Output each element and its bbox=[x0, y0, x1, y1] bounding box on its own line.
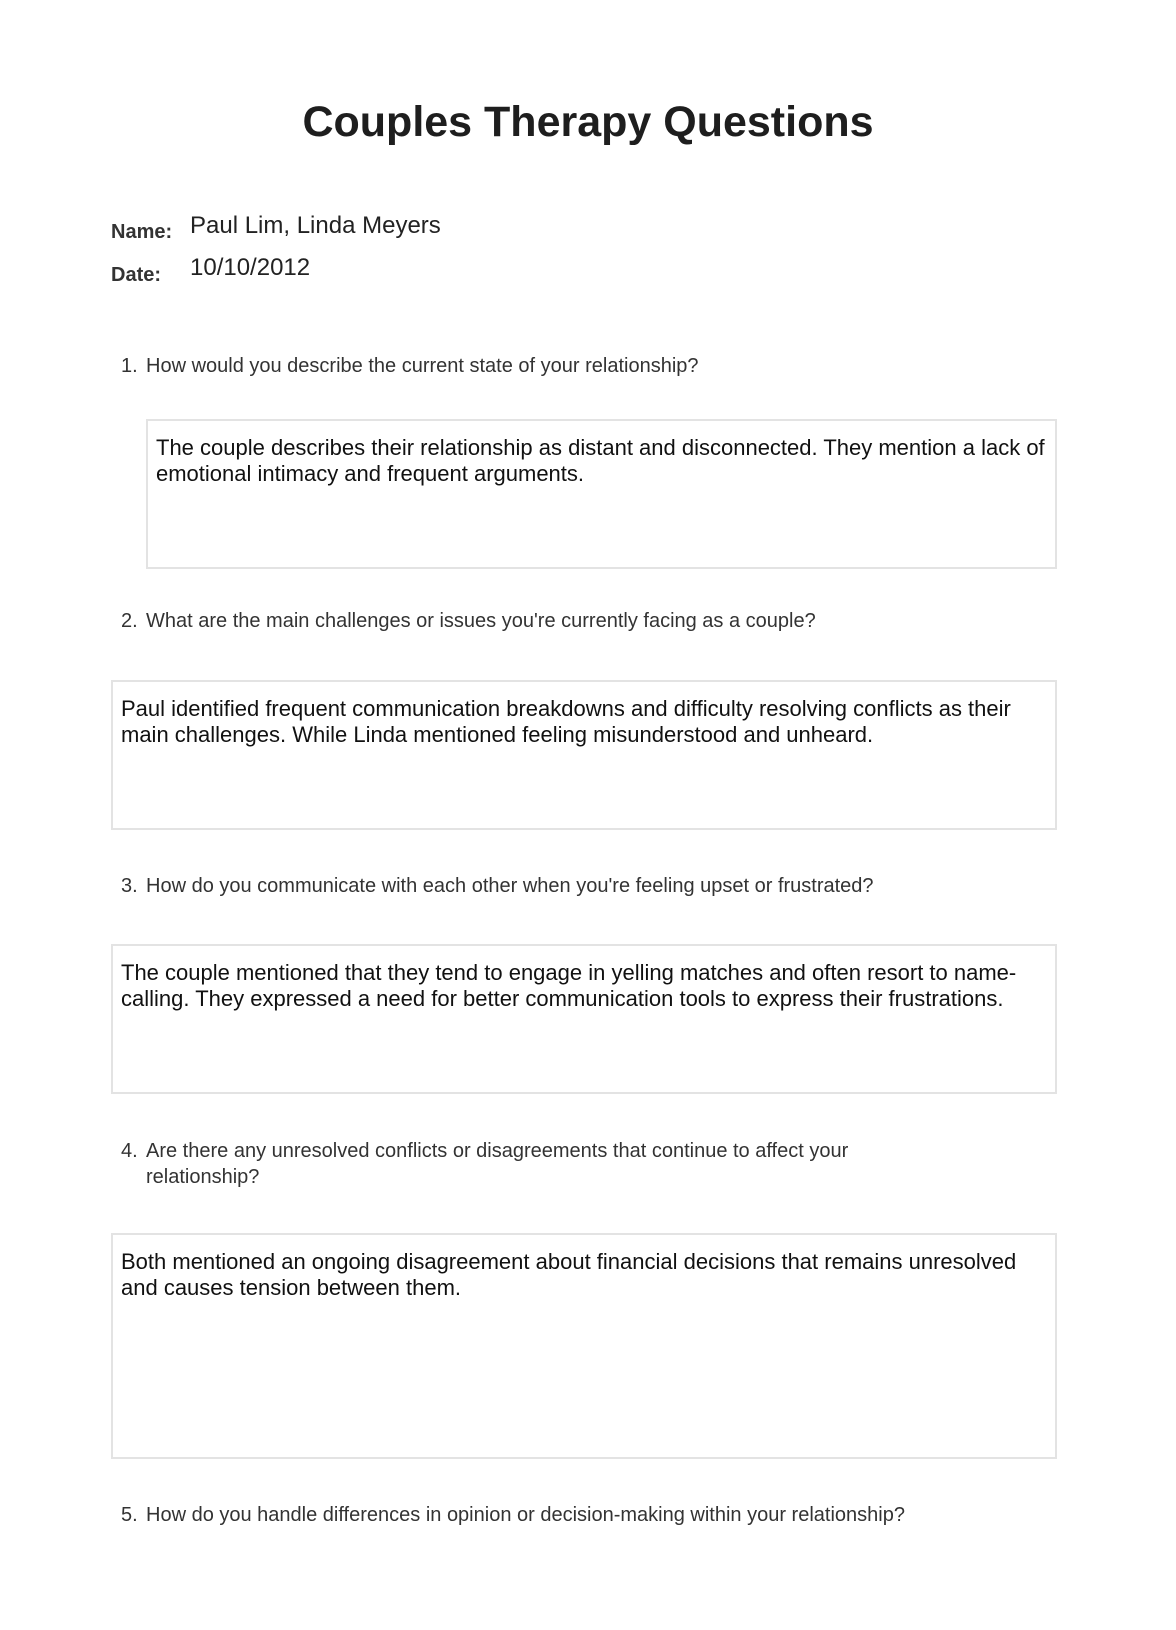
name-label: Name: bbox=[111, 221, 173, 243]
question-5 bbox=[121, 1502, 981, 1528]
answer-box-2[interactable] bbox=[111, 680, 1057, 830]
question-number: 5. bbox=[121, 1504, 138, 1526]
question-text: How do you communicate with each other when you're feeling upset or frustrated? bbox=[146, 875, 874, 897]
page-title: Couples Therapy Questions bbox=[302, 98, 874, 146]
question-number: 1. bbox=[121, 355, 138, 377]
date-value: 10/10/2012 bbox=[190, 254, 311, 281]
question-text: How would you describe the current state of your relationship? bbox=[146, 355, 699, 377]
date-label: Date: bbox=[111, 264, 162, 286]
question-4 bbox=[121, 1138, 981, 1190]
name-value: Paul Lim, Linda Meyers bbox=[190, 212, 441, 239]
answer-box-1[interactable] bbox=[146, 419, 1057, 569]
answer-text: Both mentioned an ongoing disagreement about financial decisions that remains unresolved and causes tension between them. bbox=[121, 1249, 1017, 1300]
question-text: Are there any unresolved conflicts or disagreements that continue to affect your relationship? bbox=[146, 1140, 849, 1188]
question-2 bbox=[121, 608, 981, 634]
answer-text: The couple mentioned that they tend to engage in yelling matches and often resort to name-calling. They expressed a need for better communication tools to express their frustrations. bbox=[121, 960, 1017, 1011]
answer-text: The couple describes their relationship as distant and disconnected. They mention a lack of emotional intimacy and frequent arguments. bbox=[156, 435, 1045, 486]
question-3 bbox=[121, 873, 981, 899]
question-number: 4. bbox=[121, 1140, 138, 1162]
answer-box-4[interactable] bbox=[111, 1233, 1057, 1459]
question-text: How do you handle differences in opinion or decision-making within your relationship? bbox=[146, 1504, 905, 1526]
question-text: What are the main challenges or issues you're currently facing as a couple? bbox=[146, 610, 816, 632]
answer-box-3[interactable] bbox=[111, 944, 1057, 1094]
question-number: 2. bbox=[121, 610, 138, 632]
question-1 bbox=[121, 353, 981, 379]
question-number: 3. bbox=[121, 875, 138, 897]
answer-text: Paul identified frequent communication breakdowns and difficulty resolving conflicts as their main challenges. While Linda mentioned feeling misunderstood and unheard. bbox=[121, 696, 1011, 747]
